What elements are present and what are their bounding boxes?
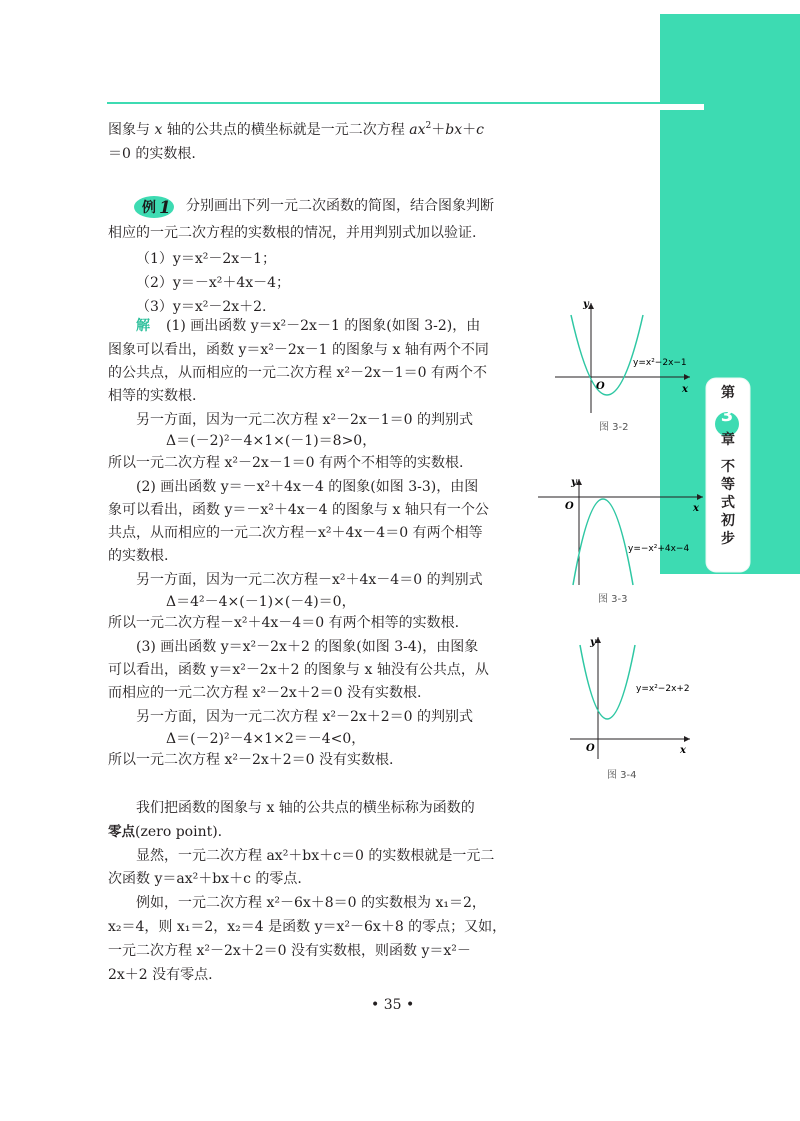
- zero-line-2: [108, 822, 222, 842]
- example-badge-num: 1: [159, 198, 171, 218]
- fig2-origin: O: [565, 501, 574, 512]
- zero-line-4: 次函数 y＝ax²＋bx＋c 的零点.: [108, 871, 302, 887]
- fig1-y-label: y: [583, 299, 589, 310]
- s2-line-4: 另一方面，因为一元二次方程－x²＋4x－4＝0 的判别式: [136, 572, 483, 588]
- header-rule: [107, 102, 682, 104]
- s3-line-0: (3) 画出函数 y＝x²－2x＋2 的图象(如图 3-4)，由图象: [136, 639, 479, 655]
- chapter-title-4: 初: [721, 513, 735, 529]
- s2-line-0: (2) 画出函数 y＝－x²＋4x－4 的图象(如图 3-3)，由图: [136, 479, 479, 495]
- fig2-caption: 图 3-3: [598, 594, 628, 605]
- example-badge: [133, 193, 177, 221]
- s1-line-6: 所以一元二次方程 x²－2x－1＝0 有两个不相等的实数根.: [108, 455, 464, 471]
- fig1-caption: 图 3-2: [599, 422, 629, 433]
- intro-line-2: ＝0 的实数根.: [108, 146, 196, 162]
- example-q2: （2）y＝－x²＋4x－4；: [136, 275, 291, 291]
- fig3-y-label: y: [590, 637, 596, 648]
- s1-line-0: (1) 画出函数 y＝x²－2x－1 的图象(如图 3-2)，由: [166, 318, 481, 334]
- chapter-title-5: 步: [721, 531, 735, 547]
- s1-line-4: 另一方面，因为一元二次方程 x²－2x－1＝0 的判别式: [136, 412, 474, 428]
- zero-line-3: 显然，一元二次方程 ax²＋bx＋c＝0 的实数根就是一元二: [136, 848, 495, 864]
- s2-line-6: 所以一元二次方程－x²＋4x－4＝0 有两个相等的实数根.: [108, 615, 460, 631]
- fig1-origin: O: [596, 381, 605, 392]
- s3-line-2: 而相应的一元二次方程 x²－2x＋2＝0 没有实数根.: [108, 685, 422, 701]
- zero-line-1: 我们把函数的图象与 x 轴的公共点的横坐标称为函数的: [136, 800, 475, 816]
- s1-line-3: 相等的实数根.: [108, 388, 197, 404]
- zero-line-8: 2x＋2 没有零点.: [108, 967, 213, 983]
- example-q3: （3）y＝x²－2x＋2.: [136, 299, 267, 315]
- s2-line-3: 的实数根.: [108, 548, 169, 564]
- solution-jie: 解: [136, 318, 150, 334]
- chapter-title-3: 式: [721, 495, 735, 511]
- fig3-curve: [580, 645, 635, 719]
- zero-line-6: x₂＝4，则 x₁＝2，x₂＝4 是函数 y＝x²－6x＋8 的零点；又如，: [108, 919, 507, 935]
- chapter-zhang: 章: [721, 432, 735, 448]
- zero-line-7: 一元二次方程 x²－2x＋2＝0 没有实数根，则函数 y＝x²－: [108, 943, 471, 959]
- example-badge-text: 例: [142, 200, 156, 216]
- chapter-title-2: 等: [721, 477, 735, 493]
- fig1-x-label: x: [682, 384, 688, 395]
- chapter-title-1: 不: [721, 459, 735, 475]
- s3-line-3: 另一方面，因为一元二次方程 x²－2x＋2＝0 的判别式: [136, 709, 474, 725]
- chapter-number: 3: [720, 405, 734, 426]
- fig3-curve-label: y=x²−2x+2: [636, 684, 690, 694]
- fig2-x-label: x: [693, 503, 699, 514]
- fig2-y-label: y: [571, 477, 577, 488]
- fig1-curve-label: y=x²−2x−1: [633, 358, 687, 368]
- s2-line-5: Δ＝4²－4×(－1)×(－4)＝0，: [166, 594, 356, 610]
- zero-term: 零点: [108, 824, 135, 840]
- s3-line-4: Δ＝(－2)²－4×1×2＝－4<0，: [166, 731, 366, 747]
- figure-3-2: [545, 295, 695, 415]
- s2-line-1: 象可以看出，函数 y＝－x²＋4x－4 的图象与 x 轴只有一个公: [108, 502, 489, 518]
- fig3-origin: O: [586, 743, 595, 754]
- s1-line-1: 图象可以看出，函数 y＝x²－2x－1 的图象与 x 轴有两个不同: [108, 342, 489, 358]
- s3-line-5: 所以一元二次方程 x²－2x＋2＝0 没有实数根.: [108, 752, 394, 768]
- zero-term-en: (zero point).: [135, 824, 223, 840]
- intro-line-1: 图象与 x 轴的公共点的横坐标就是一元二次方程 $ax^2+bx+c$: [108, 121, 484, 138]
- fig1-curve: [571, 315, 643, 395]
- example-line-2: 相应的一元二次方程的实数根的情况，并用判别式加以验证.: [108, 225, 477, 241]
- figure-3-3: [533, 475, 703, 590]
- fig3-caption: 图 3-4: [607, 770, 637, 781]
- example-line-1: 分别画出下列一元二次函数的简图，结合图象判断: [186, 198, 494, 214]
- fig2-curve-label: y=−x²+4x−4: [628, 544, 690, 554]
- page-number: • 35 •: [371, 997, 415, 1013]
- zero-line-5: 例如，一元二次方程 x²－6x＋8＝0 的实数根为 x₁＝2，: [136, 895, 486, 911]
- chapter-di: 第: [721, 385, 735, 401]
- figure-3-4: [555, 633, 695, 763]
- s1-line-5: Δ＝(－2)²－4×1×(－1)＝8>0，: [166, 433, 377, 449]
- s1-line-2: 的公共点，从而相应的一元二次方程 x²－2x－1＝0 有两个不: [108, 365, 488, 381]
- fig3-x-label: x: [680, 745, 686, 756]
- example-q1: （1）y＝x²－2x－1；: [136, 251, 277, 267]
- fig2-curve: [573, 499, 633, 585]
- s3-line-1: 可以看出，函数 y＝x²－2x＋2 的图象与 x 轴没有公共点，从: [108, 662, 489, 678]
- chapter-tab: [706, 384, 750, 548]
- s2-line-2: 共点，从而相应的一元二次方程－x²＋4x－4＝0 有两个相等: [108, 525, 483, 541]
